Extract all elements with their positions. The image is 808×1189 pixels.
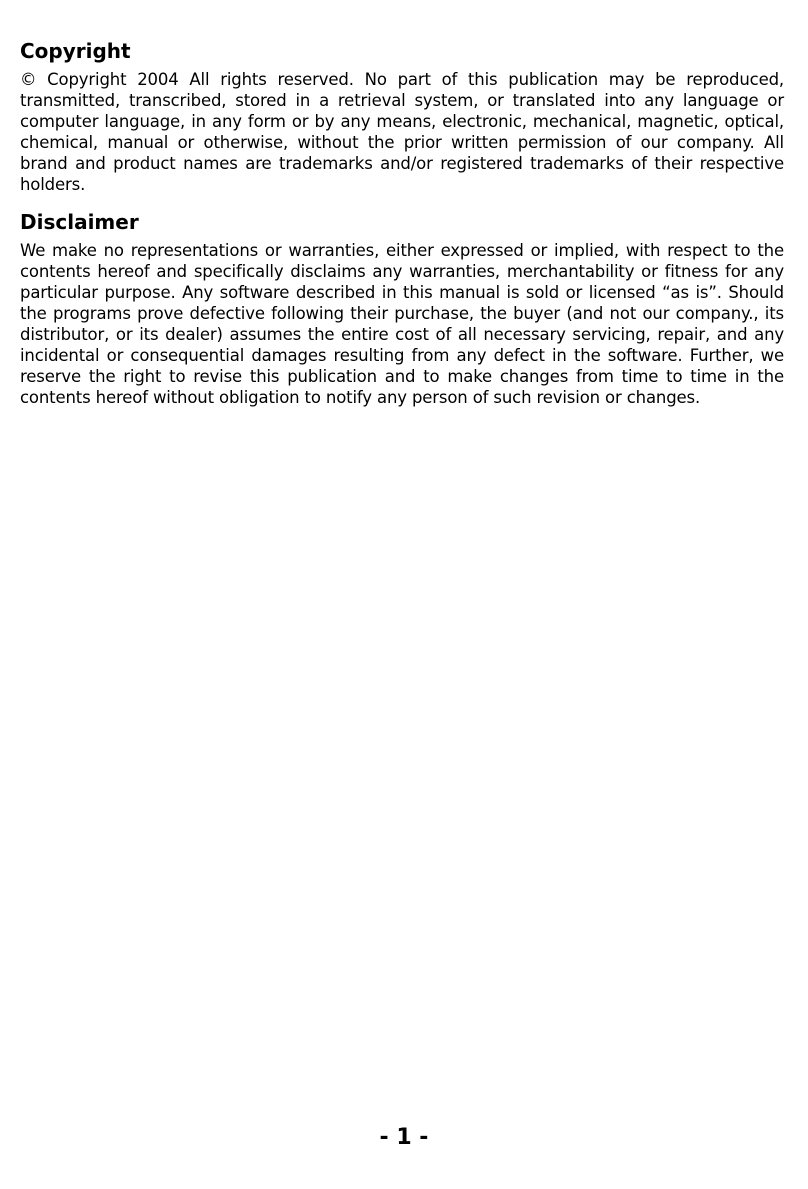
copyright-section	[20, 38, 784, 195]
disclaimer-section	[20, 209, 784, 408]
page-number: - 1 -	[379, 1125, 429, 1150]
page-content	[20, 38, 784, 422]
disclaimer-paragraph: We make no representations or warranties, either expressed or implied, with respect to the contents hereof and specifically disclaims any warranties, merchantability or fitness for any particular purpose. Any software described in this manual is sold or licensed “as is”. Should the programs prove defective following their purchase, the buyer (and not our company., its distributor, or its dealer) assumes the entire cost of all necessary servicing, repair, and any incidental or consequential damages resulting from any defect in the software. Further, we reserve the right to revise this publication and to make changes from time to time in the contents hereof without obligation to notify any person of such revision or changes.	[20, 241, 784, 407]
copyright-paragraph: © Copyright 2004 All rights reserved. No part of this publication may be reproduced, transmitted, transcribed, stored in a retrieval system, or translated into any language or computer language, in any form or by any means, electronic, mechanical, magnetic, optical, chemical, manual or otherwise, without the prior written permission of our company. All brand and product names are trademarks and/or registered trademarks of their respective holders.	[20, 70, 784, 194]
copyright-heading: Copyright	[20, 39, 131, 63]
disclaimer-heading: Disclaimer	[20, 210, 139, 234]
